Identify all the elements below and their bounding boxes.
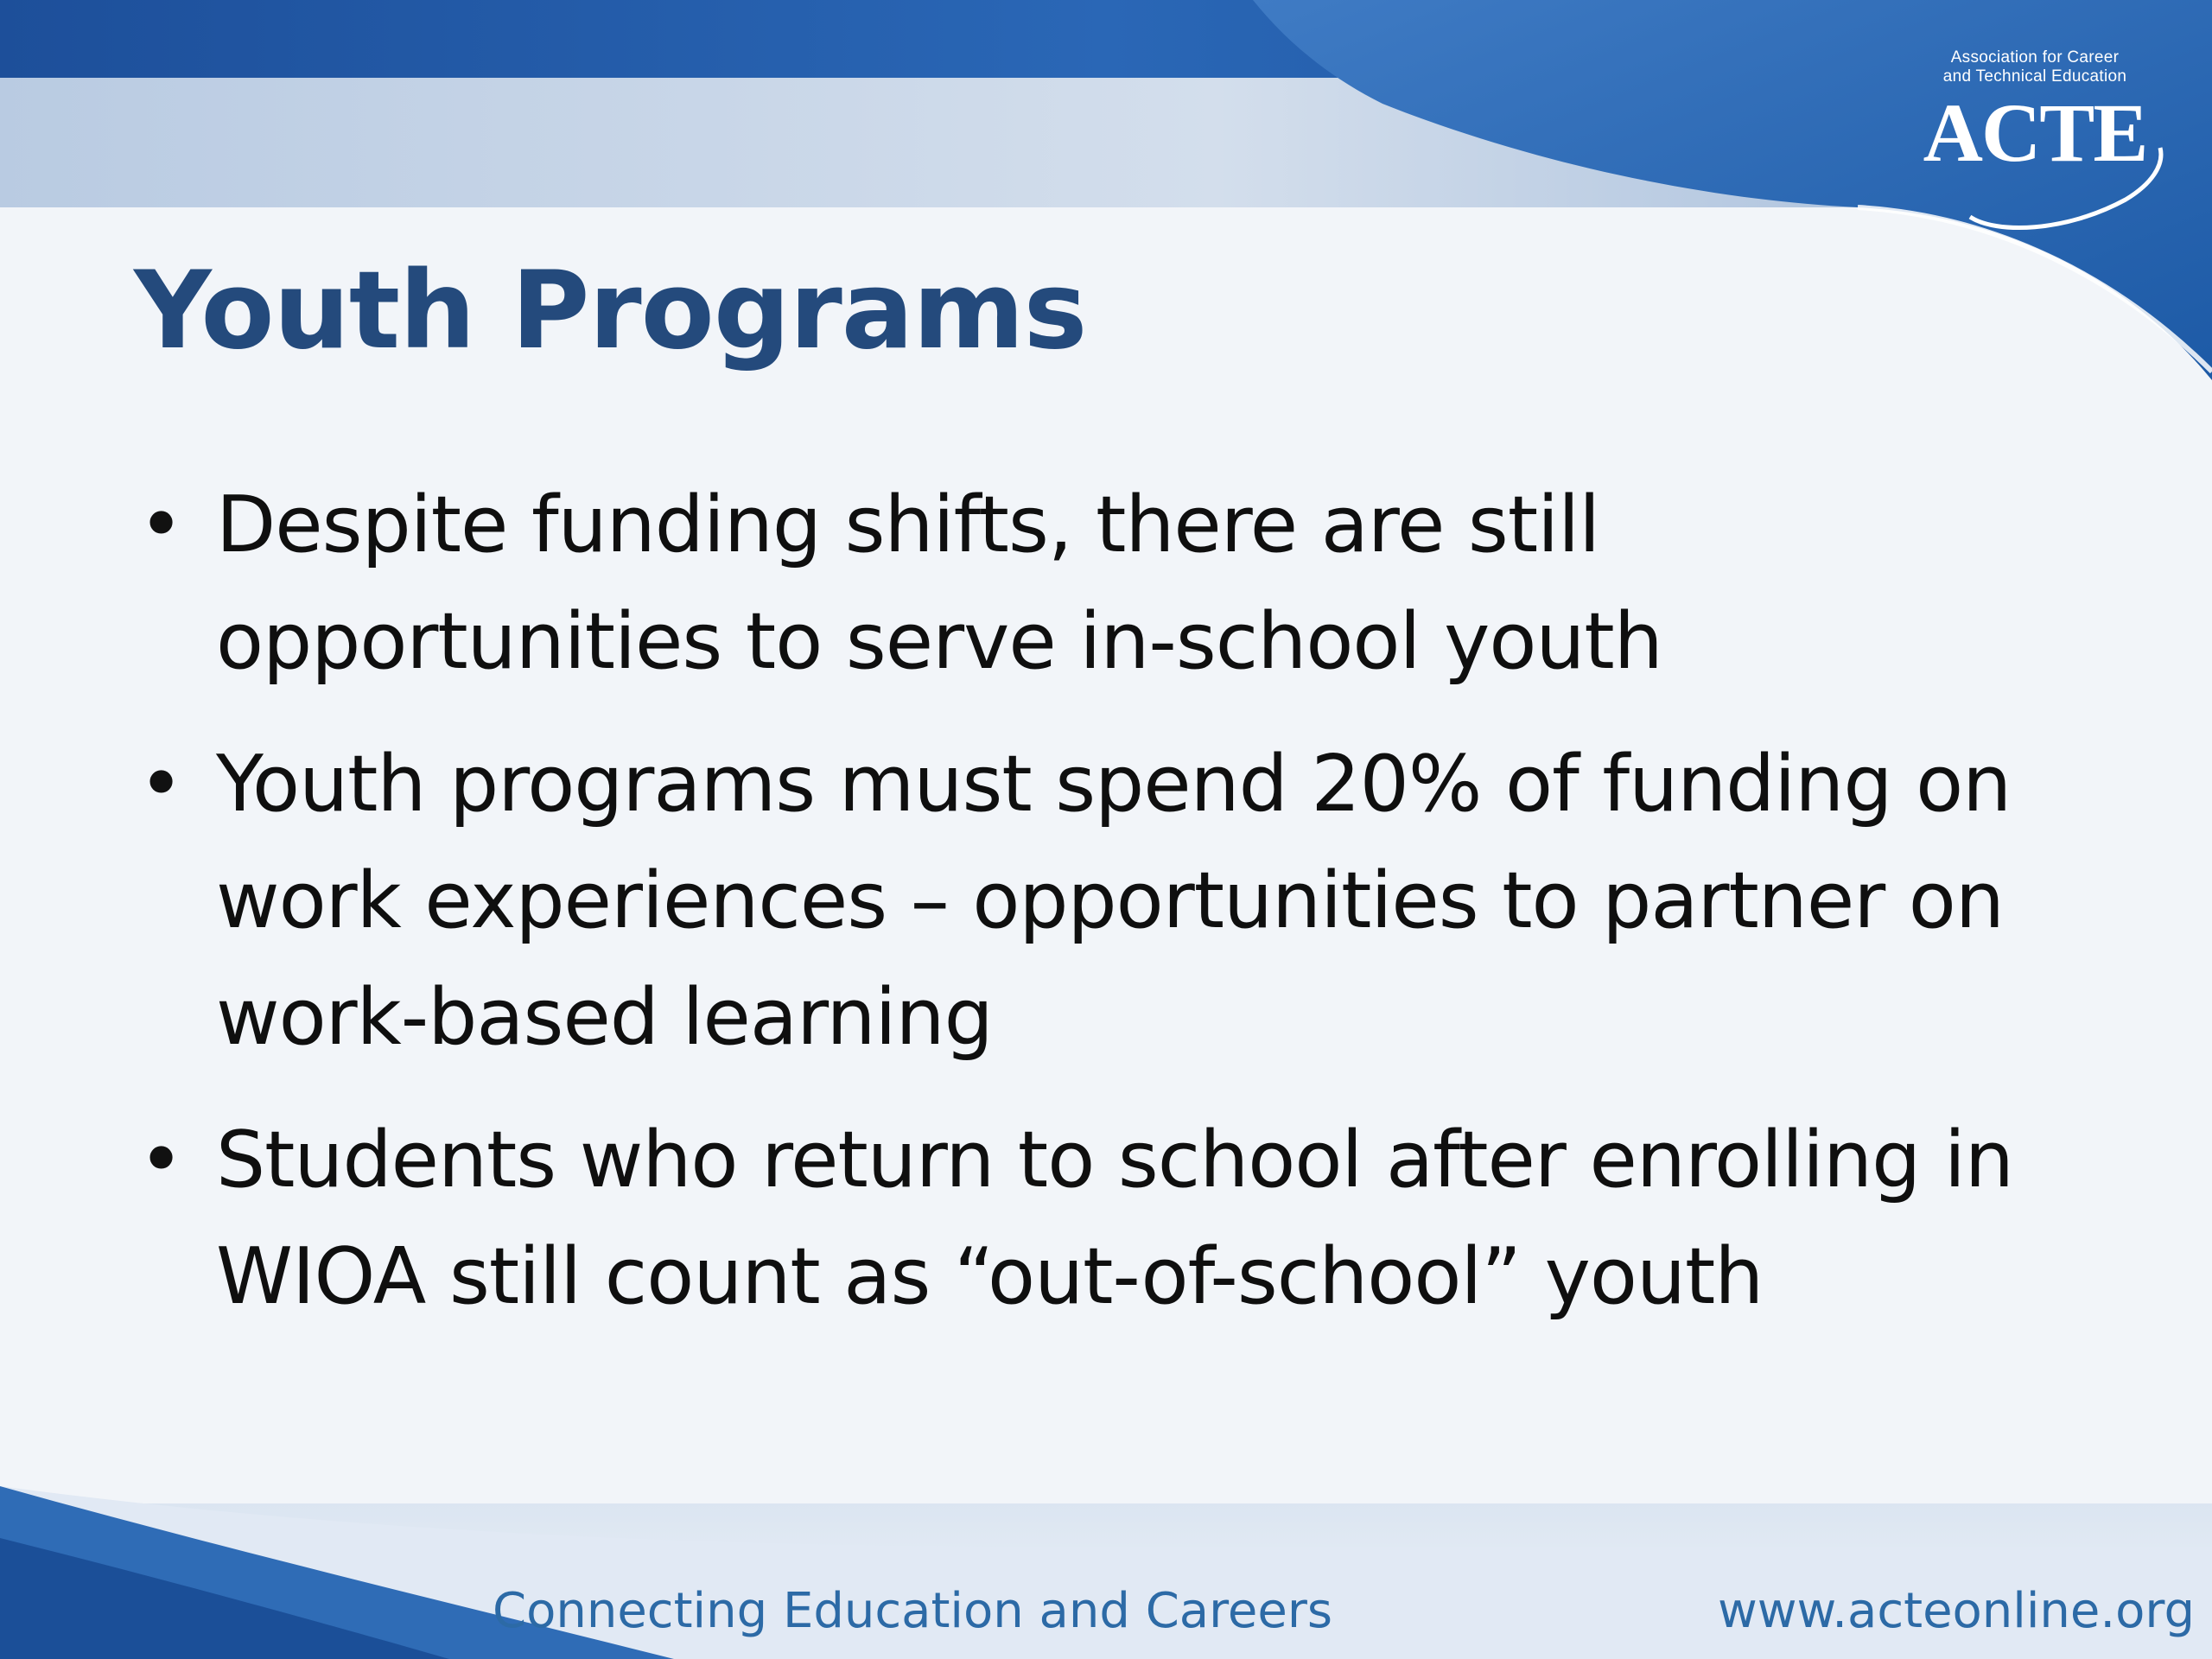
- bullet-text: Despite funding shifts, there are still opportunities to serve in-school youth: [216, 480, 1662, 687]
- bullet-icon: •: [138, 739, 184, 830]
- bullet-icon: •: [138, 480, 184, 570]
- footer-website-link[interactable]: www.acteonline.org: [1717, 1583, 2195, 1639]
- bullet-item: [130, 1102, 2117, 1335]
- logo-name: ACTE: [1923, 86, 2147, 179]
- bullet-icon: •: [138, 1115, 184, 1205]
- bullet-item: [130, 726, 2117, 1076]
- logo-swoosh-icon: [1944, 130, 2169, 234]
- logo-tagline-line1: Association for Career: [1950, 48, 2120, 67]
- bullet-text: Youth programs must spend 20% of funding on work experiences – opportunities to partner on work-based learning: [216, 739, 2012, 1063]
- bullet-text: Students who return to school after enrolling in WIOA still count as “out-of-school” youth: [216, 1115, 2013, 1322]
- bullet-list: [130, 467, 2117, 1361]
- slide-title: Youth Programs: [134, 249, 1087, 373]
- logo-tagline-line2: and Technical Education: [1942, 67, 2127, 86]
- footer-tagline: Connecting Education and Careers: [493, 1583, 1333, 1639]
- bullet-item: [130, 467, 2117, 700]
- acte-logo: [1892, 48, 2177, 238]
